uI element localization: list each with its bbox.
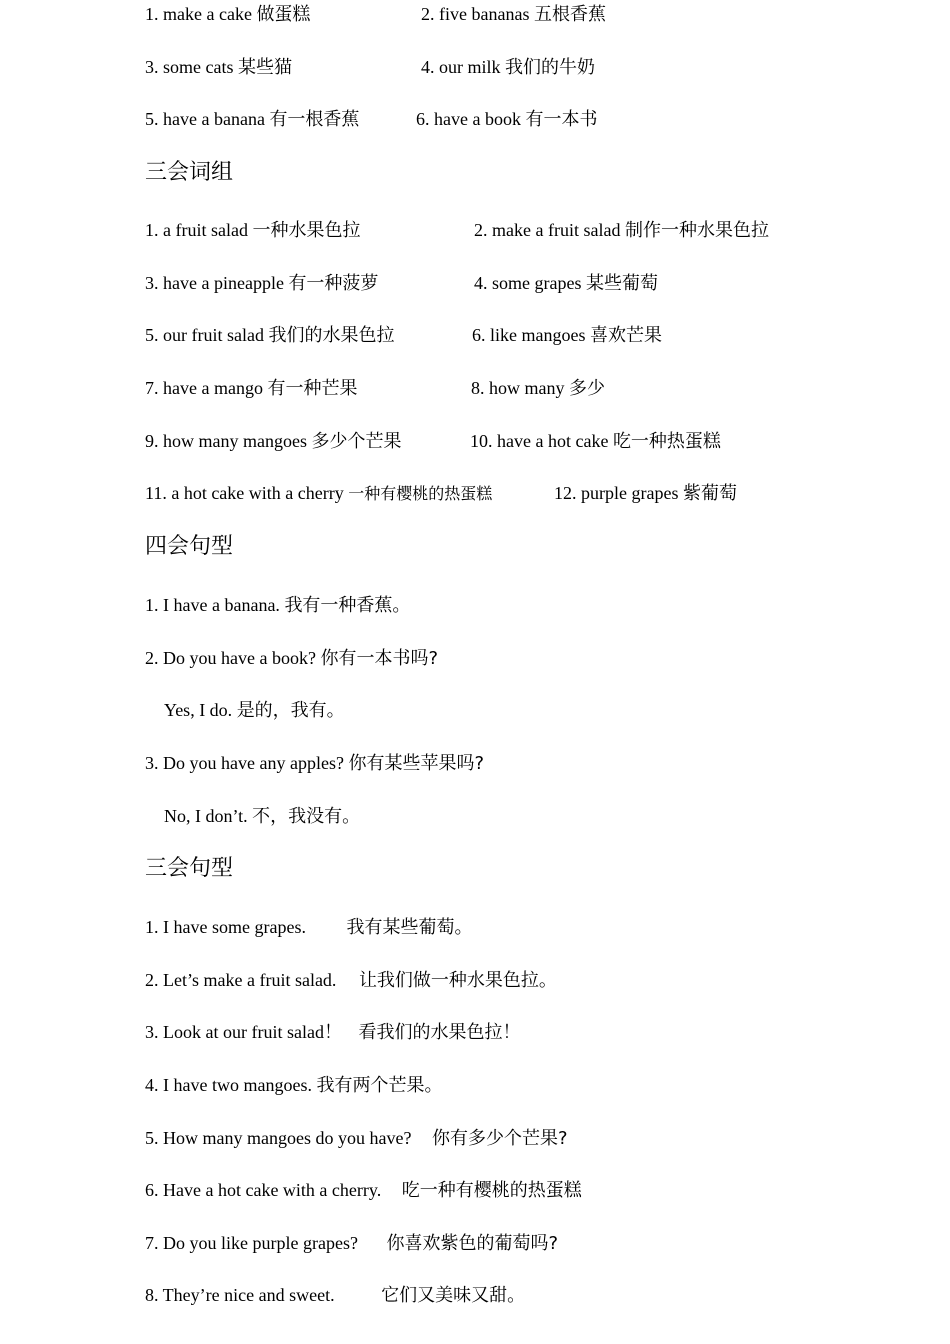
phrase-zh: 喜欢芒果 (589, 325, 662, 346)
sentence-zh: 是的，我有。 (236, 700, 345, 721)
phrase-zh: 有一种菠萝 (288, 273, 379, 294)
sentence-item (145, 1178, 582, 1203)
sentence-en: 2. Do you have a book? (145, 648, 316, 668)
sentence-en: 2. Let’s make a fruit salad. (145, 970, 337, 990)
answer-item (164, 804, 360, 829)
sentence-en: 3. Look at our fruit salad！ (145, 1022, 342, 1042)
phrase-en: 11. a hot cake with a cherry (145, 483, 344, 503)
phrase-zh: 我们的水果色拉 (268, 325, 395, 346)
sentence-zh: 我有一种香蕉。 (284, 595, 411, 616)
phrase-en: 2. five bananas (421, 4, 530, 24)
phrase-item (470, 429, 721, 454)
phrase-zh: 紫葡萄 (682, 483, 737, 504)
sentence-en: 1. I have some grapes. (145, 917, 306, 937)
phrase-en: 10. have a hot cake (470, 431, 609, 451)
phrase-zh: 有一根香蕉 (269, 109, 360, 130)
phrase-item (145, 107, 359, 132)
phrase-en: 6. have a book (416, 109, 521, 129)
sentence-item (145, 1283, 525, 1308)
section-heading: 四会句型 (145, 534, 234, 559)
phrase-item (474, 271, 658, 296)
phrase-zh: 有一本书 (525, 109, 598, 130)
sentence-zh: 让我们做一种水果色拉。 (358, 970, 557, 991)
sentence-zh: 你喜欢紫色的葡萄吗? (386, 1233, 559, 1254)
phrase-item (145, 376, 357, 401)
phrase-zh: 有一种芒果 (267, 378, 358, 399)
phrase-zh: 多少个芒果 (311, 431, 402, 452)
phrase-en: 2. make a fruit salad (474, 220, 621, 240)
sentence-item (145, 593, 410, 618)
phrase-en: 9. how many mangoes (145, 431, 307, 451)
phrase-item (416, 107, 597, 132)
sentence-item (145, 646, 438, 671)
sentence-en: 5. How many mangoes do you have? (145, 1128, 412, 1148)
phrase-item (145, 429, 401, 454)
phrase-en: 1. make a cake (145, 4, 252, 24)
sentence-item (145, 751, 484, 776)
sentence-item (145, 1231, 558, 1256)
sentence-zh: 我有某些葡萄。 (346, 917, 473, 938)
phrase-zh: 做蛋糕 (256, 4, 311, 25)
sentence-item (145, 1126, 568, 1151)
sentence-en: 8. They’re nice and sweet. (145, 1285, 335, 1305)
phrase-item (474, 218, 769, 243)
section-heading: 三会词组 (145, 160, 234, 185)
phrase-en: 5. our fruit salad (145, 325, 264, 345)
sentence-item (145, 968, 557, 993)
section-heading: 三会句型 (145, 856, 234, 881)
phrase-item (145, 218, 360, 243)
phrase-en: 5. have a banana (145, 109, 265, 129)
sentence-item (145, 915, 472, 940)
phrase-zh: 某些猫 (237, 57, 292, 78)
sentence-en: 3. Do you have any apples? (145, 753, 344, 773)
phrase-zh: 一种有樱桃的热蛋糕 (348, 484, 493, 503)
phrase-zh: 吃一种热蛋糕 (612, 431, 721, 452)
sentence-zh: 你有某些苹果吗? (348, 753, 485, 774)
phrase-item (421, 55, 595, 80)
phrase-zh: 制作一种水果色拉 (624, 220, 769, 241)
phrase-item (471, 376, 605, 401)
sentence-zh: 吃一种有樱桃的热蛋糕 (401, 1180, 582, 1201)
phrase-en: 6. like mangoes (472, 325, 586, 345)
sentence-en: No, I don’t. (164, 806, 248, 826)
phrase-en: 12. purple grapes (554, 483, 679, 503)
phrase-item (145, 2, 310, 27)
phrase-en: 1. a fruit salad (145, 220, 248, 240)
phrase-item (145, 323, 394, 348)
sentence-zh: 它们又美味又甜。 (381, 1285, 526, 1306)
phrase-item (145, 481, 492, 506)
phrase-item (472, 323, 662, 348)
phrase-zh: 某些葡萄 (585, 273, 658, 294)
phrase-zh: 五根香蕉 (533, 4, 606, 25)
sentence-zh: 你有一本书吗? (320, 648, 439, 669)
phrase-en: 8. how many (471, 378, 565, 398)
sentence-zh: 我有两个芒果。 (316, 1075, 443, 1096)
phrase-item (421, 2, 606, 27)
phrase-en: 4. our milk (421, 57, 501, 77)
sentence-en: 6. Have a hot cake with a cherry. (145, 1180, 382, 1200)
sentence-en: 7. Do you like purple grapes? (145, 1233, 358, 1253)
sentence-item (145, 1073, 442, 1098)
phrase-item (554, 481, 737, 506)
phrase-en: 4. some grapes (474, 273, 582, 293)
phrase-item (145, 55, 292, 80)
phrase-en: 3. some cats (145, 57, 234, 77)
sentence-en: 1. I have a banana. (145, 595, 280, 615)
phrase-zh: 一种水果色拉 (252, 220, 361, 241)
phrase-en: 7. have a mango (145, 378, 263, 398)
sentence-zh: 看我们的水果色拉！ (358, 1022, 521, 1043)
phrase-zh: 多少 (569, 378, 605, 399)
sentence-en: 4. I have two mangoes. (145, 1075, 312, 1095)
sentence-item (145, 1020, 520, 1045)
sentence-en: Yes, I do. (164, 700, 233, 720)
sentence-zh: 不，我没有。 (252, 806, 361, 827)
answer-item (164, 698, 345, 723)
phrase-item (145, 271, 378, 296)
phrase-en: 3. have a pineapple (145, 273, 284, 293)
sentence-zh: 你有多少个芒果? (431, 1128, 568, 1149)
phrase-zh: 我们的牛奶 (505, 57, 595, 78)
